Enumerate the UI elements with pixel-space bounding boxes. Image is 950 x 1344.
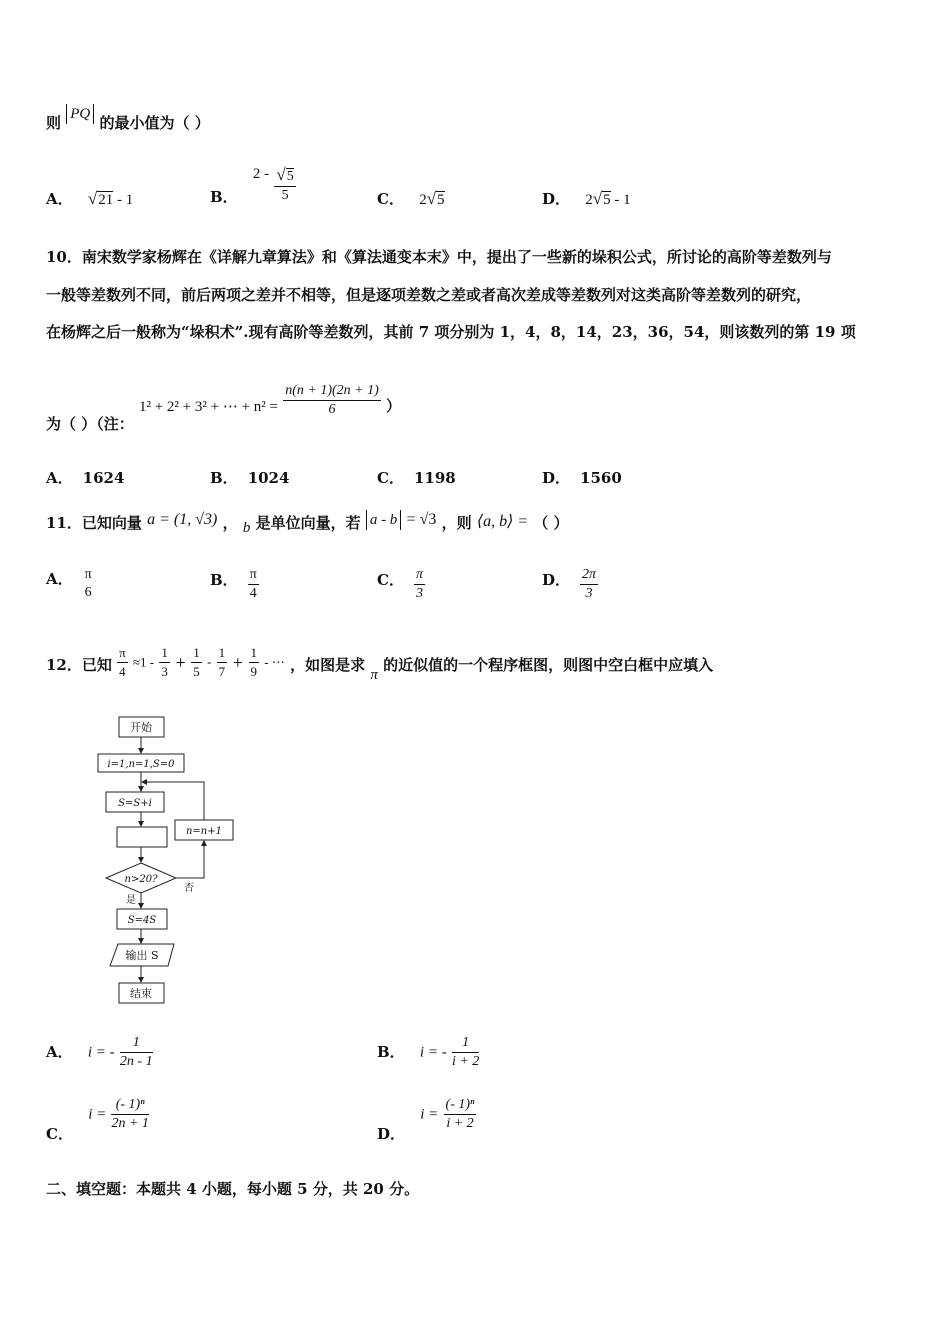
q11-option-b	[210, 566, 259, 603]
option-frac	[248, 566, 259, 603]
q9-stem	[46, 106, 210, 134]
frac-den: 4	[119, 664, 126, 679]
frac-den: 2n - 1	[119, 1054, 153, 1069]
option-label: B．	[210, 469, 238, 487]
frac-num: π	[248, 566, 259, 585]
option-frac	[452, 1034, 479, 1071]
q12-lead-frac	[117, 644, 128, 681]
flow-step-text: S=S+i	[118, 798, 152, 809]
option-lhs: i = -	[87, 1044, 115, 1061]
frac-den: i + 2	[446, 1116, 474, 1131]
option-label: C．	[377, 570, 404, 589]
q12-option-d	[377, 1096, 476, 1143]
q10-prefix: 为（ ）（注：	[46, 414, 134, 433]
q9-pq: PQ	[70, 106, 91, 122]
option-value: 1024	[247, 469, 290, 487]
q11-vector-a: a = (1, √3)	[147, 511, 218, 528]
option-head: 2 -	[252, 165, 270, 182]
section-2-heading: 二、填空题：本题共 4 小题，每小题 5 分，共 20 分。	[46, 1180, 420, 1198]
q11-suffix: （ ）	[533, 514, 569, 532]
frac-den: 3	[415, 586, 423, 601]
sqrt-content: 5	[437, 192, 445, 208]
q10-option-c	[377, 467, 456, 488]
frac-num: π	[414, 566, 425, 585]
flow-yes-label: 是	[126, 895, 136, 906]
q11-abs: a - b	[366, 510, 402, 530]
q12-sign: +	[175, 655, 187, 671]
option-frac	[83, 566, 94, 602]
q9-option-b	[210, 160, 296, 206]
option-label: C．	[377, 469, 404, 487]
q11-prefix: 11．已知向量	[46, 514, 142, 532]
q12-term-3	[217, 644, 228, 681]
option-frac	[580, 566, 598, 603]
frac-den: 7	[218, 664, 226, 679]
q11-option-a	[46, 566, 94, 602]
frac-num: 5	[286, 169, 294, 184]
option-frac: $\frac{√5}{5}$	[276, 165, 294, 203]
q12-term-1	[159, 644, 170, 681]
q11-eq: = √3	[406, 511, 437, 528]
q9-option-d	[542, 188, 631, 209]
option-expr: 2√5 - 1	[585, 189, 631, 208]
q10-formula-frac	[283, 382, 381, 419]
q12-stem	[46, 644, 713, 681]
q11-option-d	[542, 566, 598, 603]
flow-blank-box	[117, 827, 167, 847]
frac-num: 1	[159, 644, 170, 663]
q9-option-a	[46, 188, 133, 209]
option-label: A．	[46, 469, 73, 487]
flow-cond-text: n>20?	[124, 874, 158, 885]
option-lhs: i =	[420, 1106, 439, 1123]
q10-option-d	[542, 467, 622, 488]
frac-num: 2π	[580, 566, 598, 585]
q12-sign: +	[232, 655, 244, 671]
option-tail: - 1	[614, 192, 631, 208]
frac-den: 4	[249, 586, 257, 601]
frac-den: 3	[585, 586, 593, 601]
option-head: 2	[419, 192, 427, 208]
frac-num: 1	[452, 1034, 479, 1053]
frac-den: 9	[250, 664, 257, 679]
q11-option-c	[377, 566, 425, 603]
option-label: D．	[542, 570, 571, 589]
q9-option-c	[377, 188, 445, 209]
q12-pi: π	[370, 666, 378, 683]
q10-line-3: 在杨辉之后一般称为“垛积术”.现有高阶等差数列，其前 7 项分别为 1，4，8，14，23，36，54，则该数列的第 19 项	[46, 323, 856, 341]
option-label: C．	[46, 1124, 73, 1143]
q9-prefix: 则	[46, 114, 62, 132]
frac-den: i + 2	[451, 1054, 480, 1069]
frac-num: 1	[120, 1034, 153, 1053]
flow-no-label: 否	[184, 883, 194, 894]
frac-den: 5	[193, 664, 200, 679]
q12-option-b	[377, 1034, 479, 1071]
flow-init-text: i=1,n=1,S=0	[107, 759, 175, 770]
option-label: A．	[46, 1042, 73, 1061]
option-lhs: i = -	[419, 1044, 447, 1061]
q10-formula-lhs: 1² + 2² + 3² + ⋯ + n² =	[138, 398, 279, 415]
q12-option-c	[46, 1096, 149, 1143]
q12-mid: ，如图是求	[290, 655, 366, 674]
q12-option-a	[46, 1034, 153, 1071]
q12-prefix: 12．已知	[46, 655, 112, 674]
frac-num: π	[117, 644, 128, 663]
flowchart	[90, 710, 260, 1010]
option-label: D．	[542, 469, 571, 487]
option-label: D．	[377, 1124, 406, 1143]
option-label: A．	[46, 570, 73, 588]
frac-num: (- 1)ⁿ	[111, 1096, 148, 1115]
flow-mult-text: S=4S	[127, 915, 157, 926]
q12-series-tail: - ⋯	[264, 654, 285, 670]
option-head: 2	[585, 192, 593, 208]
q11-then: ，则	[441, 514, 472, 532]
q10-suffix: ）	[386, 396, 402, 415]
frac-num: 1	[217, 644, 228, 663]
option-frac	[111, 1096, 148, 1133]
q11-angle: ⟨a, b⟩ =	[476, 513, 529, 530]
frac-den: 3	[161, 664, 168, 679]
q12-sign: -	[206, 655, 212, 671]
frac-num: 1	[249, 644, 260, 663]
q10-line-1: 10．南宋数学家杨辉在《详解九章算法》和《算法通变本末》中，提出了一些新的垛积公式，所讨论的高阶等差数列与	[46, 248, 832, 266]
q9-suffix: 的最小值为（ ）	[99, 114, 210, 132]
option-expr: 2√5	[419, 189, 445, 208]
sqrt-content: 5	[603, 192, 611, 208]
sqrt-content: 21	[98, 192, 114, 208]
option-frac	[120, 1034, 153, 1071]
flow-output-text: 输出 S	[125, 949, 159, 962]
q12-term-2	[191, 644, 202, 681]
option-label: D．	[542, 190, 571, 208]
flow-start-text: 开始	[130, 721, 152, 734]
option-value: 1624	[82, 469, 125, 487]
option-label: B．	[210, 570, 238, 589]
frac-num: 1	[191, 644, 202, 663]
frac-num: n(n + 1)(2n + 1)	[283, 382, 381, 401]
option-frac	[414, 566, 425, 603]
option-expr: √21 - 1	[87, 189, 134, 208]
option-value: 1198	[413, 469, 456, 487]
q10-option-b	[210, 467, 289, 488]
frac-den: 5	[281, 188, 289, 203]
q11-stem	[46, 512, 569, 534]
q11-sep: ，	[222, 514, 238, 532]
q9-abs-pq	[66, 104, 94, 124]
option-value: 1560	[580, 469, 622, 487]
q12-suffix: 的近似值的一个程序框图，则图中空白框中应填入	[383, 655, 714, 674]
q10-option-a	[46, 467, 124, 488]
frac-den: 2n + 1	[111, 1116, 149, 1131]
q12-approx: ≈1 -	[132, 654, 155, 670]
frac-num: π	[84, 567, 92, 582]
q11-mid: 是单位向量，若	[255, 514, 361, 532]
q11-vector-b: b	[242, 520, 251, 536]
option-label: C．	[377, 190, 404, 208]
flow-incr-text: n=n+1	[185, 826, 223, 837]
option-lhs: i =	[88, 1106, 107, 1123]
flow-end-text: 结束	[130, 987, 152, 1000]
option-label: B．	[377, 1042, 405, 1061]
frac-num: (- 1)ⁿ	[444, 1096, 477, 1115]
option-label: A．	[46, 190, 73, 208]
q10-line-4	[46, 382, 402, 433]
option-tail: - 1	[116, 192, 134, 208]
option-frac	[444, 1096, 477, 1133]
frac-den: 6	[84, 585, 92, 600]
option-label: B．	[210, 187, 238, 206]
frac-den: 6	[328, 402, 336, 417]
q12-term-4	[249, 644, 260, 681]
q10-line-2: 一般等差数列不同，前后两项之差并不相等，但是逐项差数之差或者高次差成等差数列对这类高阶等差数列的研究，	[46, 286, 812, 304]
